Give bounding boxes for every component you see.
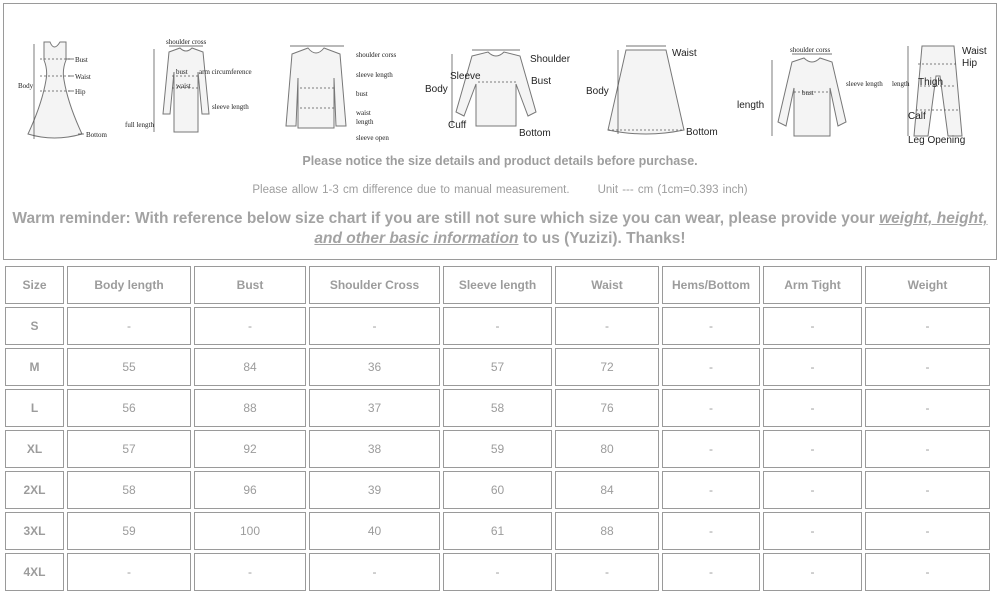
coat-sleeve-length-label: sleeve length bbox=[212, 103, 249, 111]
table-cell: - bbox=[194, 553, 306, 591]
table-cell: 60 bbox=[443, 471, 552, 509]
table-cell: 38 bbox=[309, 430, 440, 468]
table-cell: - bbox=[555, 553, 659, 591]
table-cell: - bbox=[865, 512, 990, 550]
table-cell: - bbox=[763, 307, 862, 345]
header-arm-tight: Arm Tight bbox=[763, 266, 862, 304]
pants-thigh-label: Thigh bbox=[918, 77, 944, 88]
dress-diagram bbox=[18, 42, 108, 139]
size-cell: 4XL bbox=[5, 553, 64, 591]
pants-length-label: length bbox=[892, 80, 910, 88]
table-cell: - bbox=[763, 430, 862, 468]
size-cell: XL bbox=[5, 430, 64, 468]
coat-arm-circumference-label: arm circumference bbox=[199, 68, 252, 76]
table-cell: 84 bbox=[194, 348, 306, 386]
header-shoulder-cross: Shoulder Cross bbox=[309, 266, 440, 304]
table-cell: - bbox=[865, 389, 990, 427]
table-row bbox=[5, 307, 990, 345]
table-header-row bbox=[5, 266, 990, 304]
jacket-waist-label: waist bbox=[356, 109, 371, 117]
table-cell: - bbox=[662, 307, 760, 345]
dress-bottom-label: Bottom bbox=[86, 131, 108, 139]
dress-body-label: Body bbox=[18, 82, 34, 90]
table-cell: 72 bbox=[555, 348, 659, 386]
table-row bbox=[5, 512, 990, 550]
table-cell: - bbox=[763, 389, 862, 427]
table-cell: - bbox=[865, 348, 990, 386]
jacket-sleeve-open-label: sleeve open bbox=[356, 134, 389, 142]
size-cell: 3XL bbox=[5, 512, 64, 550]
table-cell: - bbox=[763, 471, 862, 509]
sweater-sleeve-length-label: sleeve length bbox=[846, 80, 883, 88]
top-sleeve-label: Sleeve bbox=[450, 71, 481, 82]
reminder-text-2: to us (Yuzizi). Thanks! bbox=[518, 230, 686, 247]
table-cell: 59 bbox=[443, 430, 552, 468]
table-row bbox=[5, 430, 990, 468]
pants-leg-opening-label: Leg Opening bbox=[908, 135, 966, 146]
table-cell: - bbox=[865, 471, 990, 509]
table-cell: - bbox=[555, 307, 659, 345]
jacket-sleeve-length-label: sleeve length bbox=[356, 71, 393, 79]
jacket-diagram bbox=[286, 46, 397, 142]
top-shoulder-label: Shoulder bbox=[530, 54, 571, 65]
coat-diagram bbox=[125, 38, 252, 132]
table-row bbox=[5, 553, 990, 591]
table-cell: 57 bbox=[67, 430, 191, 468]
skirt-bottom-label: Bottom bbox=[686, 127, 718, 138]
table-cell: 39 bbox=[309, 471, 440, 509]
jacket-bust-label: bust bbox=[356, 90, 368, 98]
top-diagram bbox=[425, 50, 571, 139]
top-body-label: Body bbox=[425, 84, 448, 95]
table-cell: - bbox=[662, 389, 760, 427]
table-cell: 100 bbox=[194, 512, 306, 550]
coat-shoulder-cross-label: shoulder cross bbox=[166, 38, 207, 46]
table-cell: 37 bbox=[309, 389, 440, 427]
table-cell: - bbox=[865, 307, 990, 345]
table-cell: - bbox=[763, 553, 862, 591]
skirt-diagram bbox=[586, 46, 718, 138]
table-cell: 56 bbox=[67, 389, 191, 427]
header-sleeve-length: Sleeve length bbox=[443, 266, 552, 304]
header-body-length: Body length bbox=[67, 266, 191, 304]
warm-reminder bbox=[4, 209, 996, 249]
coat-full-length-label: full length bbox=[125, 121, 154, 129]
pants-waist-label: Waist bbox=[962, 46, 987, 57]
sweater-bust-label: bust bbox=[802, 89, 814, 97]
top-bottom-label: Bottom bbox=[519, 128, 551, 139]
dress-bust-label: Bust bbox=[75, 56, 88, 64]
table-cell: 58 bbox=[443, 389, 552, 427]
table-cell: - bbox=[763, 512, 862, 550]
table-cell: - bbox=[67, 307, 191, 345]
table-row bbox=[5, 471, 990, 509]
measurement-difference-text: Please allow 1-3 cm difference due to manual measurement. bbox=[252, 184, 570, 196]
size-info-panel bbox=[3, 3, 997, 260]
reminder-emphasis: weight, height, and other basic information bbox=[314, 210, 988, 247]
dress-waist-label: Waist bbox=[75, 73, 91, 81]
table-cell: - bbox=[309, 553, 440, 591]
table-cell: 40 bbox=[309, 512, 440, 550]
size-cell: L bbox=[5, 389, 64, 427]
table-cell: 80 bbox=[555, 430, 659, 468]
table-cell: 88 bbox=[555, 512, 659, 550]
table-cell: - bbox=[443, 553, 552, 591]
sweater-shoulder-cross-label: shoulder corss bbox=[790, 46, 831, 54]
table-cell: 88 bbox=[194, 389, 306, 427]
table-cell: 58 bbox=[67, 471, 191, 509]
header-hems-bottom: Hems/Bottom bbox=[662, 266, 760, 304]
garment-measurement-diagrams bbox=[4, 4, 996, 149]
header-size: Size bbox=[5, 266, 64, 304]
measurement-illustrations bbox=[4, 4, 996, 149]
header-bust: Bust bbox=[194, 266, 306, 304]
header-waist: Waist bbox=[555, 266, 659, 304]
table-cell: 55 bbox=[67, 348, 191, 386]
table-cell: - bbox=[662, 553, 760, 591]
notice-measurement bbox=[4, 184, 996, 196]
reminder-text-1: Warm reminder: With reference below size chart if you are still not sure which size you can wear, please provide your bbox=[12, 210, 880, 227]
table-cell: - bbox=[309, 307, 440, 345]
size-cell: S bbox=[5, 307, 64, 345]
jacket-length-label: length bbox=[356, 118, 374, 126]
table-cell: 61 bbox=[443, 512, 552, 550]
skirt-body-label: Body bbox=[586, 86, 609, 97]
table-cell: 57 bbox=[443, 348, 552, 386]
table-cell: - bbox=[662, 471, 760, 509]
pants-hip-label: Hip bbox=[962, 58, 978, 69]
jacket-shoulder-cross-label: shoulder corss bbox=[356, 51, 397, 59]
coat-bust-label: bust bbox=[176, 68, 188, 76]
table-cell: 36 bbox=[309, 348, 440, 386]
table-cell: 76 bbox=[555, 389, 659, 427]
table-cell: 92 bbox=[194, 430, 306, 468]
table-cell: 84 bbox=[555, 471, 659, 509]
unit-text: Unit --- cm (1cm=0.393 inch) bbox=[597, 184, 748, 196]
table-cell: 59 bbox=[67, 512, 191, 550]
table-cell: 96 bbox=[194, 471, 306, 509]
table-cell: - bbox=[443, 307, 552, 345]
notice-size-details: Please notice the size details and product details before purchase. bbox=[302, 154, 698, 168]
table-cell: - bbox=[865, 553, 990, 591]
table-cell: - bbox=[194, 307, 306, 345]
top-bust-label: Bust bbox=[531, 76, 552, 87]
pants-calf-label: Calf bbox=[908, 111, 926, 122]
sweater-diagram bbox=[737, 46, 883, 136]
table-cell: - bbox=[67, 553, 191, 591]
top-cuff-label: Cuff bbox=[448, 120, 467, 131]
coat-waist-label: waist bbox=[176, 82, 191, 90]
pants-diagram bbox=[892, 46, 987, 146]
dress-hip-label: Hip bbox=[75, 88, 86, 96]
table-row bbox=[5, 348, 990, 386]
skirt-waist-label: Waist bbox=[672, 48, 697, 59]
sweater-length-label: length bbox=[737, 100, 765, 111]
table-cell: - bbox=[662, 348, 760, 386]
size-chart-table bbox=[2, 263, 993, 594]
header-weight: Weight bbox=[865, 266, 990, 304]
table-cell: - bbox=[662, 430, 760, 468]
size-cell: M bbox=[5, 348, 64, 386]
size-cell: 2XL bbox=[5, 471, 64, 509]
table-row bbox=[5, 389, 990, 427]
table-cell: - bbox=[662, 512, 760, 550]
table-cell: - bbox=[865, 430, 990, 468]
table-cell: - bbox=[763, 348, 862, 386]
